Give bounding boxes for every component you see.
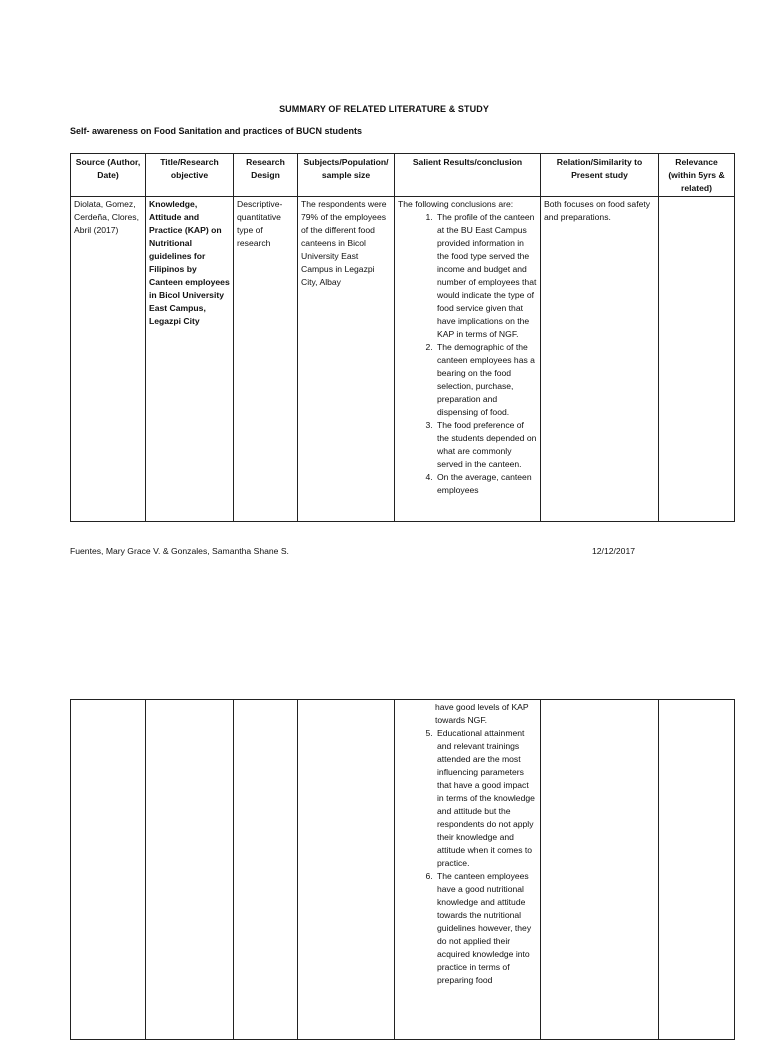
table-header-row <box>71 154 735 197</box>
list-item: 3. The food preference of the students depended on what are commonly served in the canteen. <box>435 419 537 471</box>
list-item: 1. The profile of the canteen at the BU East Campus provided information in the food type served the income and budget and number of employees that would indicate the type of food service given that have implications on the KAP in terms of NGF. <box>435 211 537 341</box>
table-row <box>71 197 735 522</box>
cell-results <box>395 197 541 522</box>
list-item: 5. Educational attainment and relevant trainings attended are the most influencing parameters that have a good impact in terms of the knowledge and attitude but the respondents do not apply their knowledge and attitude when it comes to practice. <box>435 727 537 870</box>
list-item: 4. On the average, canteen employees <box>435 471 537 497</box>
results-list-page1 <box>398 211 537 497</box>
results-intro: The following conclusions are: <box>398 199 514 209</box>
cell-relevance-continued <box>659 700 735 1040</box>
cell-design-continued <box>234 700 298 1040</box>
list-item: 2. The demographic of the canteen employees has a bearing on the food selection, purchase, preparation and dispensing of food. <box>435 341 537 419</box>
results-list-page2 <box>398 727 537 987</box>
document-title: SUMMARY OF RELATED LITERATURE & STUDY <box>279 104 489 114</box>
cell-subjects-continued <box>298 700 395 1040</box>
footer-authors: Fuentes, Mary Grace V. & Gonzales, Samantha Shane S. <box>70 546 289 556</box>
cell-subjects: The respondents were 79% of the employees of the different food canteens in Bicol University East Campus in Legazpi City, Albay <box>298 197 395 522</box>
cell-results-continued <box>395 700 541 1040</box>
results-continuation: have good levels of KAP towards NGF. <box>435 702 529 725</box>
header-results: Salient Results/conclusion <box>395 154 541 197</box>
cell-relation: Both focuses on food safety and preparations. <box>541 197 659 522</box>
cell-title: Knowledge, Attitude and Practice (KAP) on Nutritional guidelines for Filipinos by Canteen employees in Bicol University East Campus, Legazpi City <box>146 197 234 522</box>
cell-design: Descriptive-quantitative type of research <box>234 197 298 522</box>
cell-title-continued <box>146 700 234 1040</box>
cell-relation-continued <box>541 700 659 1040</box>
header-design: Research Design <box>234 154 298 197</box>
header-source: Source (Author, Date) <box>71 154 146 197</box>
footer-date: 12/12/2017 <box>592 546 636 556</box>
literature-table-continued <box>70 699 735 1040</box>
header-subjects: Subjects/Population/ sample size <box>298 154 395 197</box>
cell-source-continued <box>71 700 146 1040</box>
header-title: Title/Research objective <box>146 154 234 197</box>
table-row <box>71 700 735 1040</box>
document-subtitle: Self- awareness on Food Sanitation and practices of BUCN students <box>70 126 363 136</box>
header-relevance: Relevance (within 5yrs & related) <box>659 154 735 197</box>
cell-source: Diolata, Gomez, Cerdeña, Clores, Abril (2017) <box>71 197 146 522</box>
cell-relevance <box>659 197 735 522</box>
header-relation: Relation/Similarity to Present study <box>541 154 659 197</box>
list-item: 6. The canteen employees have a good nutritional knowledge and attitude towards the nutritional guidelines however, they do not applied their acquired knowledge into practice in terms of preparing food <box>435 870 537 987</box>
literature-table <box>70 153 735 522</box>
